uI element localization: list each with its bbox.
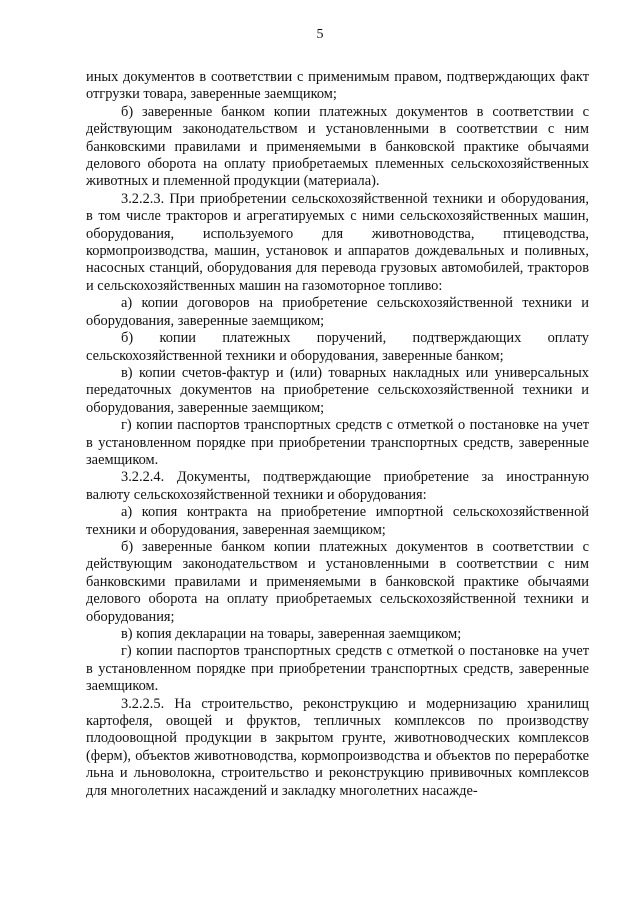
paragraph-item-b-bank-payment-docs: б) заверенные банком копии платежных документов в соответствии с действующим законодательством и установленными в соответствии с ним банковскими правилами и применяемыми в банковской практике обычаями делового оборота на оплату приобретаемых сельскохозяйственной техники и оборудования;: [86, 538, 589, 625]
paragraph-3-2-2-4: 3.2.2.4. Документы, подтверждающие приобретение за иностранную валюту сельскохозяйственной техники и оборудования:: [86, 469, 589, 503]
paragraph-item-b-payment-docs: б) заверенные банком копии платежных документов в соответствии с действующим законодательством и установленными в соответствии с ним банковскими правилами и применяемыми в банковской практике обычаями делового оборота на оплату приобретаемых племенных сельскохозяйственных животных и племенной продукции (материала).: [86, 103, 589, 190]
paragraph-item-b-payment-orders: б) копии платежных поручений, подтверждающих оплату сельскохозяйственной техники и оборудования, заверенные банком;: [86, 330, 589, 364]
paragraph-3-2-2-3: 3.2.2.3. При приобретении сельскохозяйственной техники и оборудования, в том числе тракторов и агрегатируемых с ними сельскохозяйственных машин, оборудования, используемого для животноводства, птицеводства, кормопроизводства, машин, установок и аппаратов дождевальных и поливных, насосных станций, оборудования для перевода грузовых автомобилей, тракторов и сельскохозяйственных машин на газомоторное топливо:: [86, 190, 589, 294]
paragraph-item-a-contracts: а) копии договоров на приобретение сельскохозяйственной техники и оборудования, заверенные заемщиком;: [86, 295, 589, 329]
paragraph-item-g-vehicle-passports-2: г) копии паспортов транспортных средств с отметкой о постановке на учет в установленном порядке при приобретении транспортных средств, заверенные заемщиком.: [86, 643, 589, 695]
page-number: 5: [316, 27, 324, 42]
paragraph-item-a-import-contract: а) копия контракта на приобретение импортной сельскохозяйственной техники и оборудования, заверенная заемщиком;: [86, 504, 589, 538]
paragraph-item-v-customs-declaration: в) копия декларации на товары, заверенная заемщиком;: [121, 626, 462, 642]
paragraph-item-v-invoices: в) копии счетов-фактур и (или) товарных накладных или универсальных передаточных документов на приобретение сельскохозяйственной техники и оборудования, заверенные заемщиком;: [86, 364, 589, 416]
paragraph-3-2-2-5: 3.2.2.5. На строительство, реконструкцию и модернизацию хранилищ картофеля, овощей и фруктов, тепличных комплексов по производству плодоовощной продукции в закрытом грунте, животноводческих комплексов (ферм), объектов животноводства, кормопроизводства и объектов по переработке льна и льноволокна, строительство и реконструкцию прививочных комплексов для многолетних насаждений и закладку многолетних насажде-: [86, 695, 589, 799]
document-body: [86, 69, 589, 800]
paragraph-continuation: иных документов в соответствии с применимым правом, подтверждающих факт отгрузки товара, заверенные заемщиком;: [86, 69, 589, 103]
paragraph-item-g-vehicle-passports: г) копии паспортов транспортных средств с отметкой о постановке на учет в установленном порядке при приобретении транспортных средств, заверенные заемщиком.: [86, 417, 589, 468]
